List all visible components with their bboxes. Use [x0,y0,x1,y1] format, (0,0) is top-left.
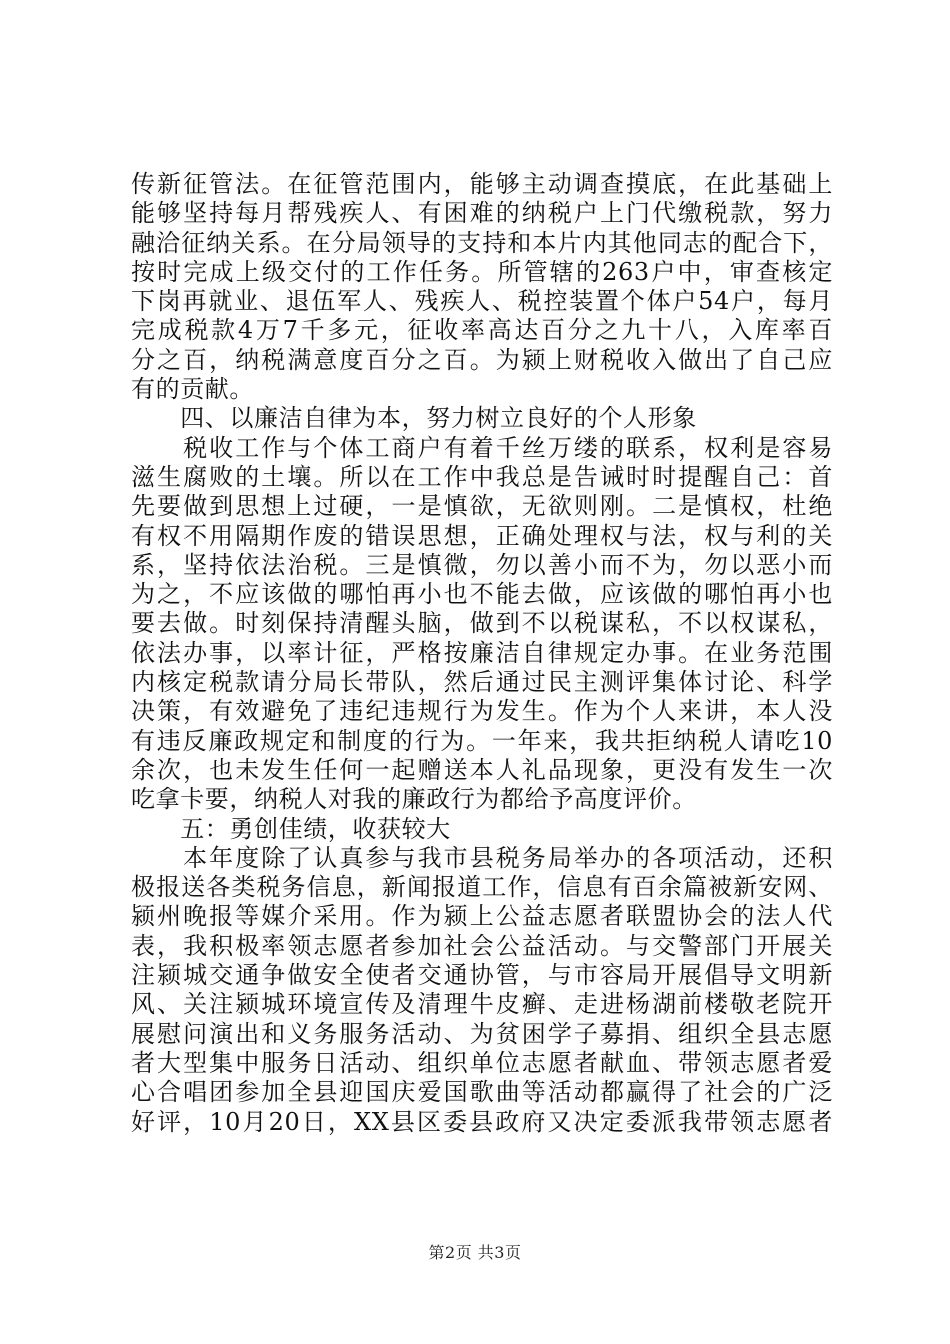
text-line: 心合唱团参加全县迎国庆爱国歌曲等活动都赢得了社会的广泛 [131,1078,833,1107]
text-line: 吃拿卡要，纳税人对我的廉政行为都给予高度评价。 [131,785,697,814]
text-line: 能够坚持每月帮残疾人、有困难的纳税户上门代缴税款，努力 [131,199,833,228]
text-line: 为之，不应该做的哪怕再小也不能去做，应该做的哪怕再小也 [131,580,833,609]
text-line: 注颍城交通争做安全使者交通协管，与市容局开展倡导文明新 [131,961,833,990]
text-line: 表，我积极率领志愿者参加社会公益活动。与交警部门开展关 [131,931,833,960]
text-line: 先要做到思想上过硬，一是慎欲，无欲则刚。二是慎权，杜绝 [131,492,833,521]
text-line: 风、关注颍城环境宣传及清理牛皮癣、走进杨湖前楼敬老院开 [131,990,833,1019]
text-line: 融洽征纳关系。在分局领导的支持和本片内其他同志的配合下， [131,228,833,257]
text-line: 四、以廉洁自律为本，努力树立良好的个人形象 [131,404,697,433]
text-line: 本年度除了认真参与我市县税务局举办的各项活动，还积 [131,843,833,872]
text-line: 下岗再就业、退伍军人、残疾人、税控装置个体户54户，每月 [131,287,833,316]
text-line: 内核定税款请分局长带队，然后通过民主测评集体讨论、科学 [131,668,833,697]
text-line: 依法办事，以率计征，严格按廉洁自律规定办事。在业务范围 [131,638,833,667]
text-line: 系，坚持依法治税。三是慎微，勿以善小而不为，勿以恶小而 [131,550,833,579]
text-line: 有的贡献。 [131,375,254,404]
text-line: 有权不用隔期作废的错误思想，正确处理权与法，权与利的关 [131,521,833,550]
text-line: 分之百，纳税满意度百分之百。为颍上财税收入做出了自己应 [131,345,833,374]
page-footer: 第2页 共3页 [428,1243,522,1262]
text-line: 要去做。时刻保持清醒头脑，做到不以税谋私，不以权谋私， [131,609,833,638]
text-line: 者大型集中服务日活动、组织单位志愿者献血、带领志愿者爱 [131,1048,833,1077]
text-line: 完成税款4万7千多元，征收率高达百分之九十八，入库率百 [131,316,833,345]
text-line: 有违反廉政规定和制度的行为。一年来，我共拒纳税人请吃10 [131,726,833,755]
document-body [131,170,833,1137]
text-line: 决策，有效避免了违纪违规行为发生。作为个人来讲，本人没 [131,697,833,726]
text-line: 展慰问演出和义务服务活动、为贫困学子募捐、组织全县志愿 [131,1019,833,1048]
text-line: 传新征管法。在征管范围内，能够主动调查摸底，在此基础上 [131,170,833,198]
text-line: 余次，也未发生任何一起赠送本人礼品现象，更没有发生一次 [131,755,833,784]
text-line: 极报送各类税务信息，新闻报道工作，信息有百余篇被新安网、 [131,873,833,902]
text-line: 好评，10月20日，XX县区委县政府又决定委派我带领志愿者 [131,1107,833,1136]
text-line: 颍州晚报等媒介采用。作为颍上公益志愿者联盟协会的法人代 [131,902,833,931]
text-line: 滋生腐败的土壤。所以在工作中我总是告诫时时提醒自己：首 [131,462,833,491]
text-line: 按时完成上级交付的工作任务。所管辖的263户中，审查核定 [131,257,833,286]
text-line: 五：勇创佳绩，收获较大 [131,814,451,843]
text-line: 税收工作与个体工商户有着千丝万缕的联系，权利是容易 [131,433,833,462]
